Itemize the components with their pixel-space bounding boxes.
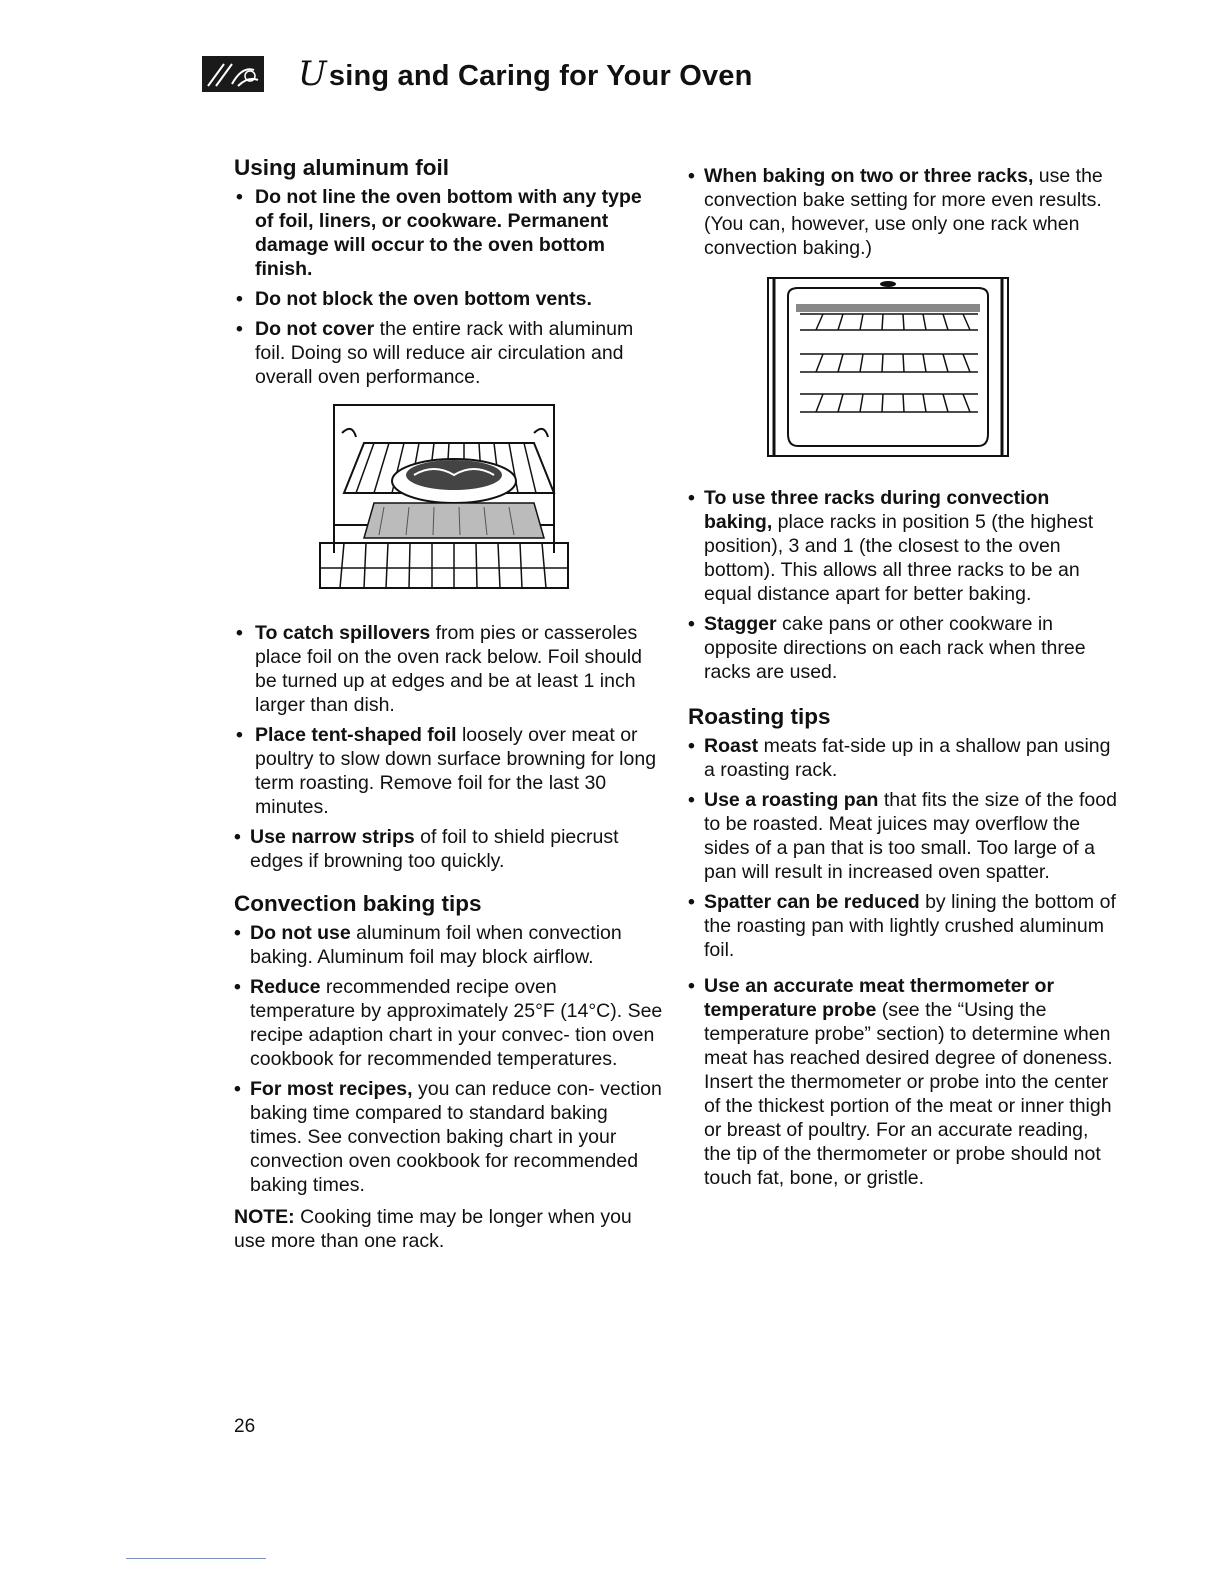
- list-item: • Use an accurate meat thermometer or temperature probe (see the “Using the temperature probe” section) to determine when meat has reached desired degree of doneness. Insert the thermometer or probe into the center of the thickest portion of the meat or inner thigh or breast of poultry. For an accurate reading, the tip of the thermometer or probe should not touch fat, bone, or gristle.: [688, 974, 1118, 1190]
- list-item: • For most recipes, you can reduce con- vection baking time compared to standard baking times. See convection baking chart in your convection oven cookbook for recommended baking times.: [234, 1077, 664, 1197]
- cooking-logo-icon: [202, 56, 264, 92]
- list-item: • Do not use aluminum foil when convection baking. Aluminum foil may block airflow.: [234, 921, 664, 969]
- foil-list: [234, 185, 664, 389]
- list-item: • Reduce recommended recipe oven temperature by approximately 25°F (14°C). See recipe adaption chart in your convec- tion oven cookbook for recommended temperatures.: [234, 975, 664, 1071]
- list-item: • Do not cover the entire rack with aluminum foil. Doing so will reduce air circulation and overall oven performance.: [234, 317, 664, 389]
- list-item: • Do not line the oven bottom with any type of foil, liners, or cookware. Permanent damage will occur to the oven bottom finish.: [234, 185, 664, 281]
- convection-heading: Convection baking tips: [234, 891, 482, 916]
- roasting-heading: Roasting tips: [688, 704, 831, 729]
- list-item: • Do not block the oven bottom vents.: [234, 287, 664, 311]
- list-item: • Spatter can be reduced by lining the bottom of the roasting pan with lightly crushed aluminum foil.: [688, 890, 1118, 962]
- list-item: • Use narrow strips of foil to shield piecrust edges if browning too quickly.: [234, 825, 664, 873]
- list-item: • Roast meats fat-side up in a shallow pan using a roasting rack.: [688, 734, 1118, 782]
- oven-three-racks-illustration: [688, 274, 1118, 464]
- left-column: [234, 155, 664, 1253]
- racks-list: [688, 164, 1118, 260]
- foil-heading: Using aluminum foil: [234, 155, 450, 180]
- oven-rack-pie-illustration: [234, 403, 664, 603]
- roasting-list: [688, 734, 1118, 1190]
- foil-tips-list: [234, 621, 664, 873]
- right-column: [688, 164, 1118, 1196]
- note: NOTE: Cooking time may be longer when you use more than one rack.: [234, 1206, 632, 1252]
- three-racks-list: [688, 486, 1118, 684]
- convection-list: [234, 921, 664, 1197]
- list-item: • When baking on two or three racks, use the convection bake setting for more even results. (You can, however, use only one rack when convection baking.): [688, 164, 1118, 260]
- list-item: • Stagger cake pans or other cookware in opposite directions on each rack when three racks are used.: [688, 612, 1118, 684]
- list-item: • To catch spillovers from pies or casseroles place foil on the oven rack below. Foil should be turned up at edges and be at least 1 inch larger than dish.: [234, 621, 664, 717]
- page-title: Using and Caring for Your Oven: [298, 54, 753, 94]
- page-number: 26: [234, 1416, 256, 1437]
- footer-divider: [126, 1558, 266, 1559]
- list-item: • To use three racks during convection baking, place racks in position 5 (the highest position), 3 and 1 (the closest to the oven bottom). This allows all three racks to be an equal distance apart for better baking.: [688, 486, 1118, 606]
- list-item: • Use a roasting pan that fits the size of the food to be roasted. Meat juices may overflow the sides of a pan that is too small. Too large of a pan will result in increased oven spatter.: [688, 788, 1118, 884]
- page-header: [202, 44, 753, 104]
- list-item: • Place tent-shaped foil loosely over meat or poultry to slow down surface browning for long term roasting. Remove foil for the last 30 minutes.: [234, 723, 664, 819]
